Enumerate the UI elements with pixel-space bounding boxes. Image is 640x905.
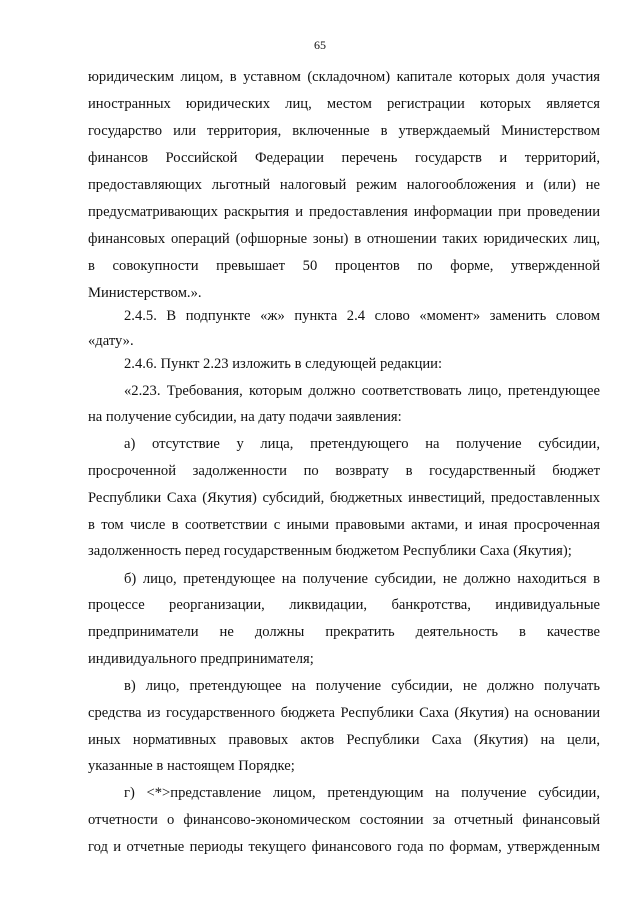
text-line: указанные в настоящем Порядке; (88, 758, 295, 774)
text-line: «дату». (88, 333, 134, 349)
text-line: предоставляющих льготный налоговый режим налогообложения и (или) не (88, 177, 600, 193)
text-line: иных нормативных правовых актов Республики Саха (Якутия) на цели, (88, 732, 600, 748)
text-line: предприниматели не должны прекратить деятельность в качестве (88, 624, 600, 640)
text-line: в совокупности превышает 50 процентов по форме, утвержденной (88, 258, 600, 274)
text-line: финансов Российской Федерации перечень государств и территорий, (88, 150, 600, 166)
text-line: предусматривающих раскрытия и предоставления информации при проведении (88, 204, 600, 220)
text-line: государство или территория, включенные в утверждаемый Министерством (88, 123, 600, 139)
text-line: финансовых операций (офшорные зоны) в отношении таких юридических лиц, (88, 231, 600, 247)
text-line: 2.4.6. Пункт 2.23 изложить в следующей редакции: (124, 356, 443, 372)
text-line: б) лицо, претендующее на получение субсидии, не должно находиться в (124, 571, 600, 587)
text-line: в том числе в соответствии с иными правовыми актами, и иная просроченная (88, 517, 600, 533)
text-line: средства из государственного бюджета Республики Саха (Якутия) на основании (88, 705, 600, 721)
text-line: а) отсутствие у лица, претендующего на получение субсидии, (124, 436, 600, 452)
text-line: 2.4.5. В подпункте «ж» пункта 2.4 слово «момент» заменить словом (124, 308, 600, 324)
text-line: юридическим лицом, в уставном (складочном) капитале которых доля участия (88, 69, 600, 85)
text-line: иностранных юридических лиц, местом регистрации которых является (88, 96, 600, 112)
text-line: индивидуального предпринимателя; (88, 651, 314, 667)
text-line: задолженность перед государственным бюджетом Республики Саха (Якутия); (88, 543, 572, 559)
text-line: Республики Саха (Якутия) субсидий, бюджетных инвестиций, предоставленных (88, 490, 600, 506)
text-line: год и отчетные периоды текущего финансового года по формам, утвержденным (88, 839, 600, 855)
text-line: «2.23. Требования, которым должно соответствовать лицо, претендующее (124, 383, 600, 399)
text-line: процессе реорганизации, ликвидации, банкротства, индивидуальные (88, 597, 600, 613)
text-line: на получение субсидии, на дату подачи заявления: (88, 409, 402, 425)
text-line: г) <*>представление лицом, претендующим на получение субсидии, (124, 785, 600, 801)
page-number: 65 (314, 38, 326, 52)
text-line: отчетности о финансово-экономическом состоянии за отчетный финансовый (88, 812, 600, 828)
text-line: в) лицо, претендующее на получение субсидии, не должно получать (124, 678, 600, 694)
text-line: Министерством.». (88, 285, 202, 301)
text-line: просроченной задолженности по возврату в государственный бюджет (88, 463, 600, 479)
